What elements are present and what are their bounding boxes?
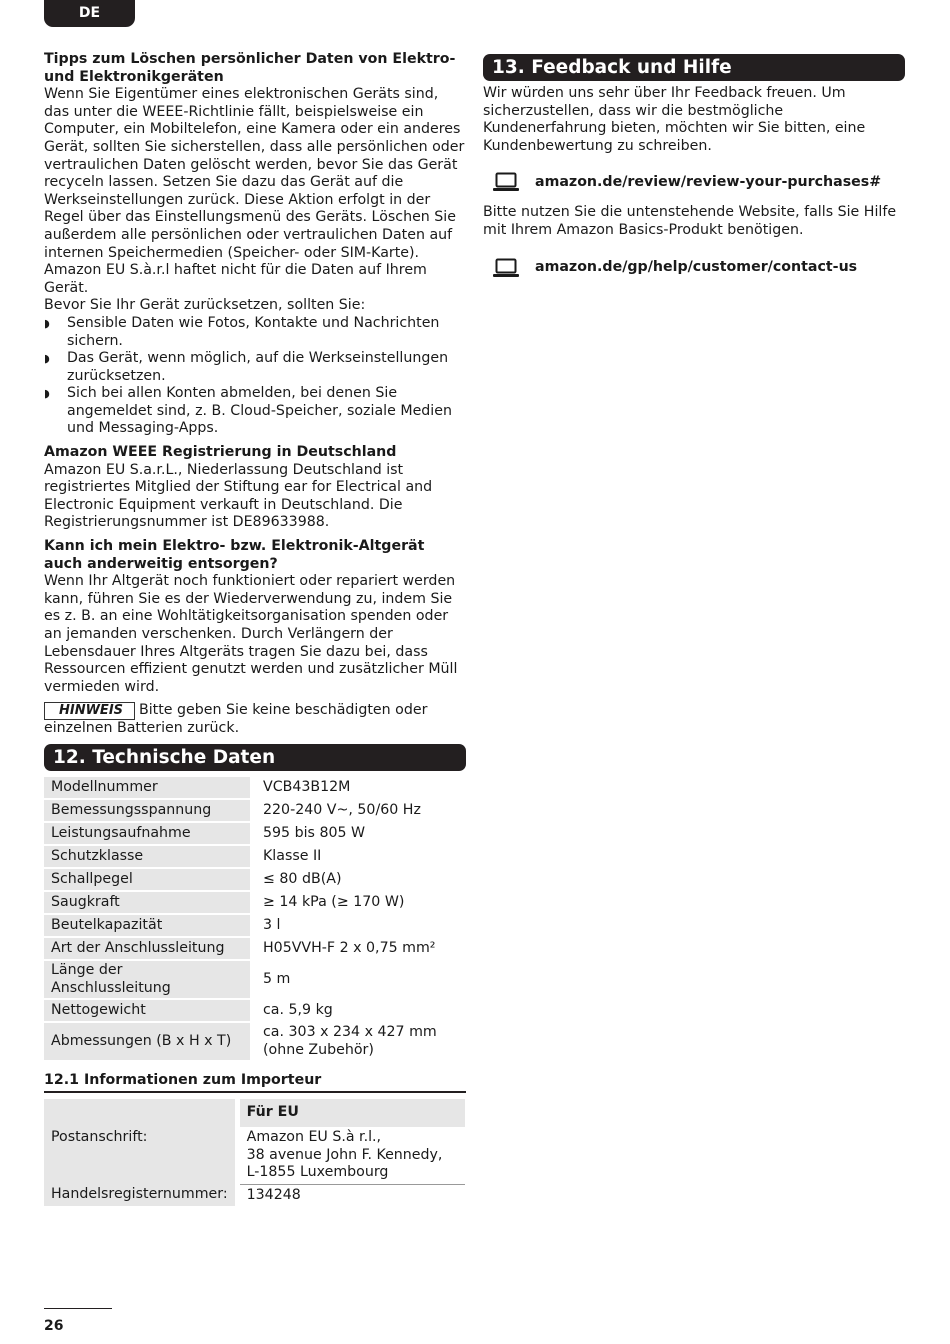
table-row (44, 915, 466, 936)
tips-list (44, 315, 466, 438)
review-link[interactable]: amazon.de/review/review-your-purchases# (535, 173, 882, 190)
table-row (44, 869, 466, 890)
tips-intro: Bevor Sie Ihr Gerät zurücksetzen, sollten Sie: (44, 297, 366, 314)
language-tab: DE (44, 0, 135, 27)
spec-key: Beutelkapazität (44, 915, 256, 936)
table-row (44, 892, 466, 913)
left-column (44, 51, 466, 1206)
help-link[interactable]: amazon.de/gp/help/customer/contact-us (535, 258, 858, 275)
list-item: ◗ Sich bei allen Konten abmelden, bei denen Sie angemeldet sind, z. B. Cloud-Speicher, soziale Medien und Messaging-Apps. (44, 385, 466, 438)
list-item: ◗ Das Gerät, wenn möglich, auf die Werkseinstellungen zurücksetzen. (44, 350, 466, 385)
address-line: L-1855 Luxembourg (246, 1164, 389, 1181)
footer-divider (44, 1308, 112, 1309)
spec-key: Schallpegel (44, 869, 256, 890)
help-text: Bitte nutzen Sie die untenstehende Website, falls Sie Hilfe mit Ihrem Amazon Basics-Produkt benötigen. (483, 204, 897, 238)
table-row (44, 961, 466, 998)
spec-value: ca. 5,9 kg (263, 1001, 333, 1018)
feedback-section-title: 13. Feedback und Hilfe (483, 54, 905, 81)
page-number: 26 (44, 1318, 64, 1334)
hinweis-badge: HINWEIS (44, 702, 135, 720)
weee-body: Amazon EU S.a.r.L., Niederlassung Deutschland ist registriertes Mitglied der Stiftung ear for Electrical and Electronic Equipment verkauft in Deutschland. Die Registrierungsnummer ist DE89633988. (44, 461, 433, 531)
spec-key: Bemessungsspannung (44, 800, 256, 821)
table-row (44, 1023, 466, 1060)
table-row (44, 1127, 465, 1184)
importer-col-header: Für EU (237, 1099, 465, 1127)
spec-value: Klasse II (263, 847, 322, 864)
spec-value-line: ca. 303 x 234 x 427 mm (263, 1024, 437, 1041)
laptop-icon (493, 258, 519, 278)
table-row (44, 777, 466, 798)
list-item: ◗ Sensible Daten wie Fotos, Kontakte und Nachrichten sichern. (44, 315, 466, 350)
spec-value: 5 m (263, 970, 291, 987)
spec-value (256, 1023, 466, 1060)
spec-value: ≤ 80 dB(A) (263, 870, 342, 887)
spec-value: 220-240 V~, 50/60 Hz (263, 801, 421, 818)
right-column (483, 54, 905, 278)
table-row (44, 800, 466, 821)
dispose-body: Wenn Ihr Altgerät noch funktioniert oder repariert werden kann, führen Sie es der Wiederverwendung zu, indem Sie es z. B. an eine Wohltätigkeitsorganisation spenden oder an jemanden verschenken. Durch Verlängern der Lebensdauer Ihres Altgeräts tragen Sie dazu bei, dass Ressourcen effizient genutzt werden und zusätzlicher Müll vermieden wird. (44, 573, 458, 695)
hinweis-text: Bitte geben Sie keine beschädigten oder einzelnen Batterien zurück. (44, 702, 428, 737)
spec-value: VCB43B12M (263, 778, 351, 795)
tech-section-title: 12. Technische Daten (44, 744, 466, 771)
register-label: Handelsregisternummer: (44, 1184, 237, 1206)
table-row (44, 1000, 466, 1021)
importer-empty-cell (44, 1099, 237, 1127)
tips-heading: Tipps zum Löschen persönlicher Daten von Elektro- und Elektronikgeräten (44, 51, 456, 85)
postal-label: Postanschrift: (44, 1127, 237, 1184)
table-row (44, 1099, 465, 1127)
help-link-row[interactable] (493, 258, 905, 278)
spec-value-line: (ohne Zubehör) (263, 1041, 374, 1058)
importer-heading: 12.1 Informationen zum Importeur (44, 1072, 466, 1093)
hinweis-note (44, 702, 466, 738)
weee-heading: Amazon WEEE Registrierung in Deutschland (44, 444, 397, 461)
spec-key: Art der Anschlussleitung (44, 938, 256, 959)
spec-value: H05VVH-F 2 x 0,75 mm² (263, 939, 436, 956)
spec-key: Länge der Anschlussleitung (44, 961, 256, 998)
table-row (44, 1184, 465, 1206)
table-row (44, 846, 466, 867)
register-value: 134248 (246, 1186, 301, 1203)
address-line: Amazon EU S.à r.l., (246, 1128, 382, 1145)
spec-key: Schutzklasse (44, 846, 256, 867)
spec-key: Nettogewicht (44, 1000, 256, 1021)
table-row (44, 938, 466, 959)
dispose-heading: Kann ich mein Elektro- bzw. Elektronik-Altgerät auch anderweitig entsorgen? (44, 538, 425, 572)
tips-body: Wenn Sie Eigentümer eines elektronischen Geräts sind, das unter die WEEE-Richtlinie fällt, beispielsweise ein Computer, ein Mobiltelefon, eine Kamera oder ein anderes Gerät, sollten Sie sicherstellen, dass alle persönlichen oder vertraulichen Daten gelöscht werden, bevor Sie das Gerät recyceln lassen. Setzen Sie dazu das Gerät auf die Werkseinstellungen zurück. Diese Aktion erfolgt in der Regel über das Einstellungsmenü des Geräts. Löschen Sie außerdem alle persönlichen oder vertraulichen Daten auf internen Speichermedien (Speicher- oder SIM-Karte). Amazon EU S.à.r.l haftet nicht für die Daten auf Ihrem Gerät. (44, 86, 465, 296)
spec-key: Leistungsaufnahme (44, 823, 256, 844)
spec-value: ≥ 14 kPa (≥ 170 W) (263, 893, 405, 910)
tech-spec-table (44, 775, 466, 1062)
postal-address (237, 1127, 465, 1184)
importer-table (44, 1099, 465, 1206)
address-line: 38 avenue John F. Kennedy, (246, 1146, 443, 1163)
review-link-row[interactable] (493, 172, 905, 192)
spec-value: 595 bis 805 W (263, 824, 366, 841)
laptop-icon (493, 172, 519, 192)
spec-value: 3 l (263, 916, 281, 933)
spec-key: Saugkraft (44, 892, 256, 913)
spec-key: Modellnummer (44, 777, 256, 798)
spec-key: Abmessungen (B x H x T) (44, 1023, 256, 1060)
feedback-intro: Wir würden uns sehr über Ihr Feedback freuen. Um sicherzustellen, dass wir die bestmögliche Kundenerfahrung bieten, möchten wir Sie bitten, eine Kundenbewertung zu schreiben. (483, 85, 866, 154)
table-row (44, 823, 466, 844)
